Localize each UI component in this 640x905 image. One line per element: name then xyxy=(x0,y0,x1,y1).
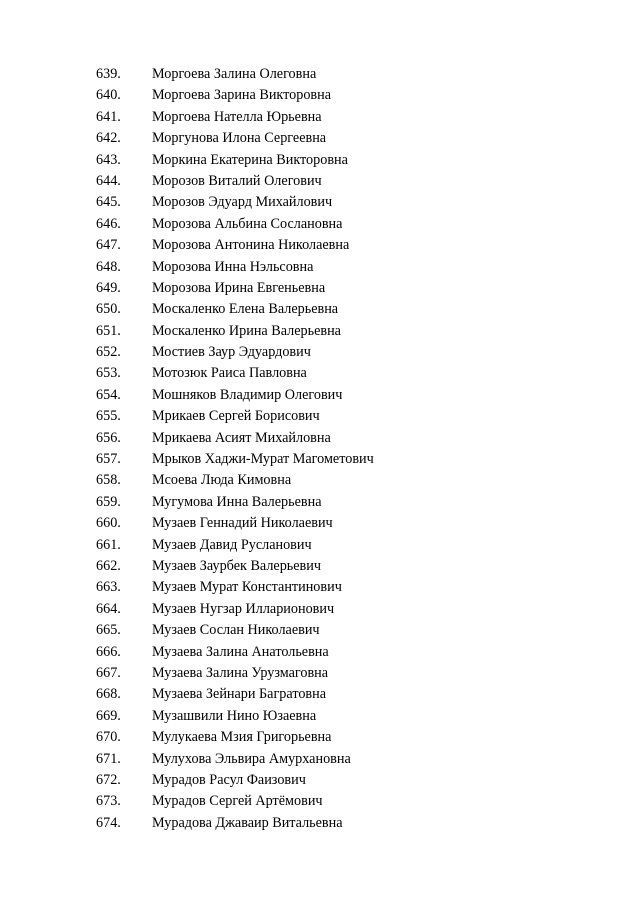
entry-name: Мулукаева Мзия Григорьевна xyxy=(152,729,332,746)
entry-name: Мрикаева Асият Михайловна xyxy=(152,429,331,446)
entry-number: 646. xyxy=(96,215,121,232)
entry-name: Морозова Альбина Сослановна xyxy=(152,215,343,232)
list-item xyxy=(96,663,556,684)
entry-name: Мурадов Сергей Артёмович xyxy=(152,793,323,810)
list-item xyxy=(96,192,556,213)
entry-name: Музаев Заурбек Валерьевич xyxy=(152,557,321,574)
entry-name: Мошняков Владимир Олегович xyxy=(152,386,343,403)
entry-number: 641. xyxy=(96,108,121,125)
entry-number: 643. xyxy=(96,151,121,168)
list-item xyxy=(96,363,556,384)
entry-name: Моргоева Нателла Юрьевна xyxy=(152,108,322,125)
entry-number: 651. xyxy=(96,322,121,339)
entry-name: Моркина Екатерина Викторовна xyxy=(152,151,348,168)
list-item xyxy=(96,684,556,705)
entry-number: 653. xyxy=(96,365,121,382)
entry-name: Моргоева Залина Олеговна xyxy=(152,66,317,82)
list-item xyxy=(96,428,556,449)
entry-name: Москаленко Елена Валерьевна xyxy=(152,301,339,318)
entry-number: 657. xyxy=(96,451,121,468)
entry-number: 640. xyxy=(96,87,121,104)
entry-name: Музаева Залина Анатольевна xyxy=(152,643,329,660)
list-item xyxy=(96,770,556,791)
list-item xyxy=(96,620,556,641)
entry-number: 660. xyxy=(96,515,121,532)
entry-name: Москаленко Ирина Валерьевна xyxy=(152,322,341,339)
entry-name: Моргоева Зарина Викторовна xyxy=(152,87,332,104)
entry-name: Мурадова Джаваир Витальевна xyxy=(152,814,343,831)
list-item xyxy=(96,257,556,278)
list-item xyxy=(96,214,556,235)
entry-name: Музаев Сослан Николаевич xyxy=(152,622,320,639)
list-item xyxy=(96,449,556,470)
entry-number: 670. xyxy=(96,729,121,746)
entry-name: Музаев Геннадий Николаевич xyxy=(152,515,333,532)
entry-name: Музашвили Нино Юзаевна xyxy=(152,707,317,724)
entry-name: Морозов Виталий Олегович xyxy=(152,172,322,189)
list-item xyxy=(96,107,556,128)
list-item xyxy=(96,556,556,577)
entry-number: 656. xyxy=(96,429,121,446)
list-item xyxy=(96,64,556,85)
list-item xyxy=(96,513,556,534)
entry-number: 648. xyxy=(96,258,121,275)
entry-number: 673. xyxy=(96,793,121,810)
entry-number: 645. xyxy=(96,194,121,211)
list-item xyxy=(96,321,556,342)
entry-name: Мотозюк Раиса Павловна xyxy=(152,365,307,382)
entry-number: 662. xyxy=(96,557,121,574)
list-item xyxy=(96,385,556,406)
entry-name: Морозова Антонина Николаевна xyxy=(152,237,350,254)
entry-name: Моргунова Илона Сергеевна xyxy=(152,130,327,147)
list-item xyxy=(96,492,556,513)
list-item xyxy=(96,749,556,770)
entry-number: 669. xyxy=(96,707,121,724)
entry-number: 659. xyxy=(96,493,121,510)
list-item xyxy=(96,599,556,620)
entry-name: Мрикаев Сергей Борисович xyxy=(152,408,320,425)
entry-number: 639. xyxy=(96,66,121,82)
entry-name: Музаев Нугзар Илларионович xyxy=(152,600,335,617)
list-item xyxy=(96,577,556,598)
entry-number: 674. xyxy=(96,814,121,831)
entry-number: 658. xyxy=(96,472,121,489)
entry-number: 665. xyxy=(96,622,121,639)
entry-number: 644. xyxy=(96,172,121,189)
list-item xyxy=(96,706,556,727)
entry-number: 650. xyxy=(96,301,121,318)
entry-number: 667. xyxy=(96,664,121,681)
list-item xyxy=(96,813,556,834)
entry-number: 655. xyxy=(96,408,121,425)
entry-name: Морозова Инна Нэльсовна xyxy=(152,258,314,275)
entry-number: 654. xyxy=(96,386,121,403)
entry-number: 672. xyxy=(96,771,121,788)
entry-number: 649. xyxy=(96,279,121,296)
entry-name: Морозов Эдуард Михайлович xyxy=(152,194,333,211)
list-item xyxy=(96,235,556,256)
entry-name: Мулухова Эльвира Амурхановна xyxy=(152,750,351,767)
list-item xyxy=(96,150,556,171)
list-item xyxy=(96,342,556,363)
list-item xyxy=(96,535,556,556)
entry-number: 668. xyxy=(96,686,121,703)
name-list xyxy=(96,64,556,834)
list-item xyxy=(96,791,556,812)
entry-name: Музаева Зейнари Багратовна xyxy=(152,686,327,703)
entry-number: 671. xyxy=(96,750,121,767)
list-item xyxy=(96,85,556,106)
entry-name: Музаев Давид Русланович xyxy=(152,536,312,553)
entry-number: 652. xyxy=(96,344,121,361)
list-item xyxy=(96,299,556,320)
entry-name: Музаева Залина Урузмаговна xyxy=(152,664,329,681)
entry-name: Музаев Мурат Константинович xyxy=(152,579,342,596)
entry-number: 666. xyxy=(96,643,121,660)
entry-name: Мрыков Хаджи-Мурат Магометович xyxy=(152,451,374,468)
entry-number: 642. xyxy=(96,130,121,147)
list-item xyxy=(96,470,556,491)
entry-name: Мсоева Люда Кимовна xyxy=(152,472,292,489)
entry-number: 647. xyxy=(96,237,121,254)
entry-name: Мурадов Расул Фаизович xyxy=(152,771,306,788)
entry-name: Мугумова Инна Валерьевна xyxy=(152,493,322,510)
entry-number: 661. xyxy=(96,536,121,553)
entry-name: Морозова Ирина Евгеньевна xyxy=(152,279,326,296)
entry-number: 664. xyxy=(96,600,121,617)
list-item xyxy=(96,171,556,192)
entry-number: 663. xyxy=(96,579,121,596)
list-item xyxy=(96,406,556,427)
list-item xyxy=(96,727,556,748)
list-item xyxy=(96,642,556,663)
list-item xyxy=(96,278,556,299)
list-item xyxy=(96,128,556,149)
entry-name: Мостиев Заур Эдуардович xyxy=(152,344,311,361)
